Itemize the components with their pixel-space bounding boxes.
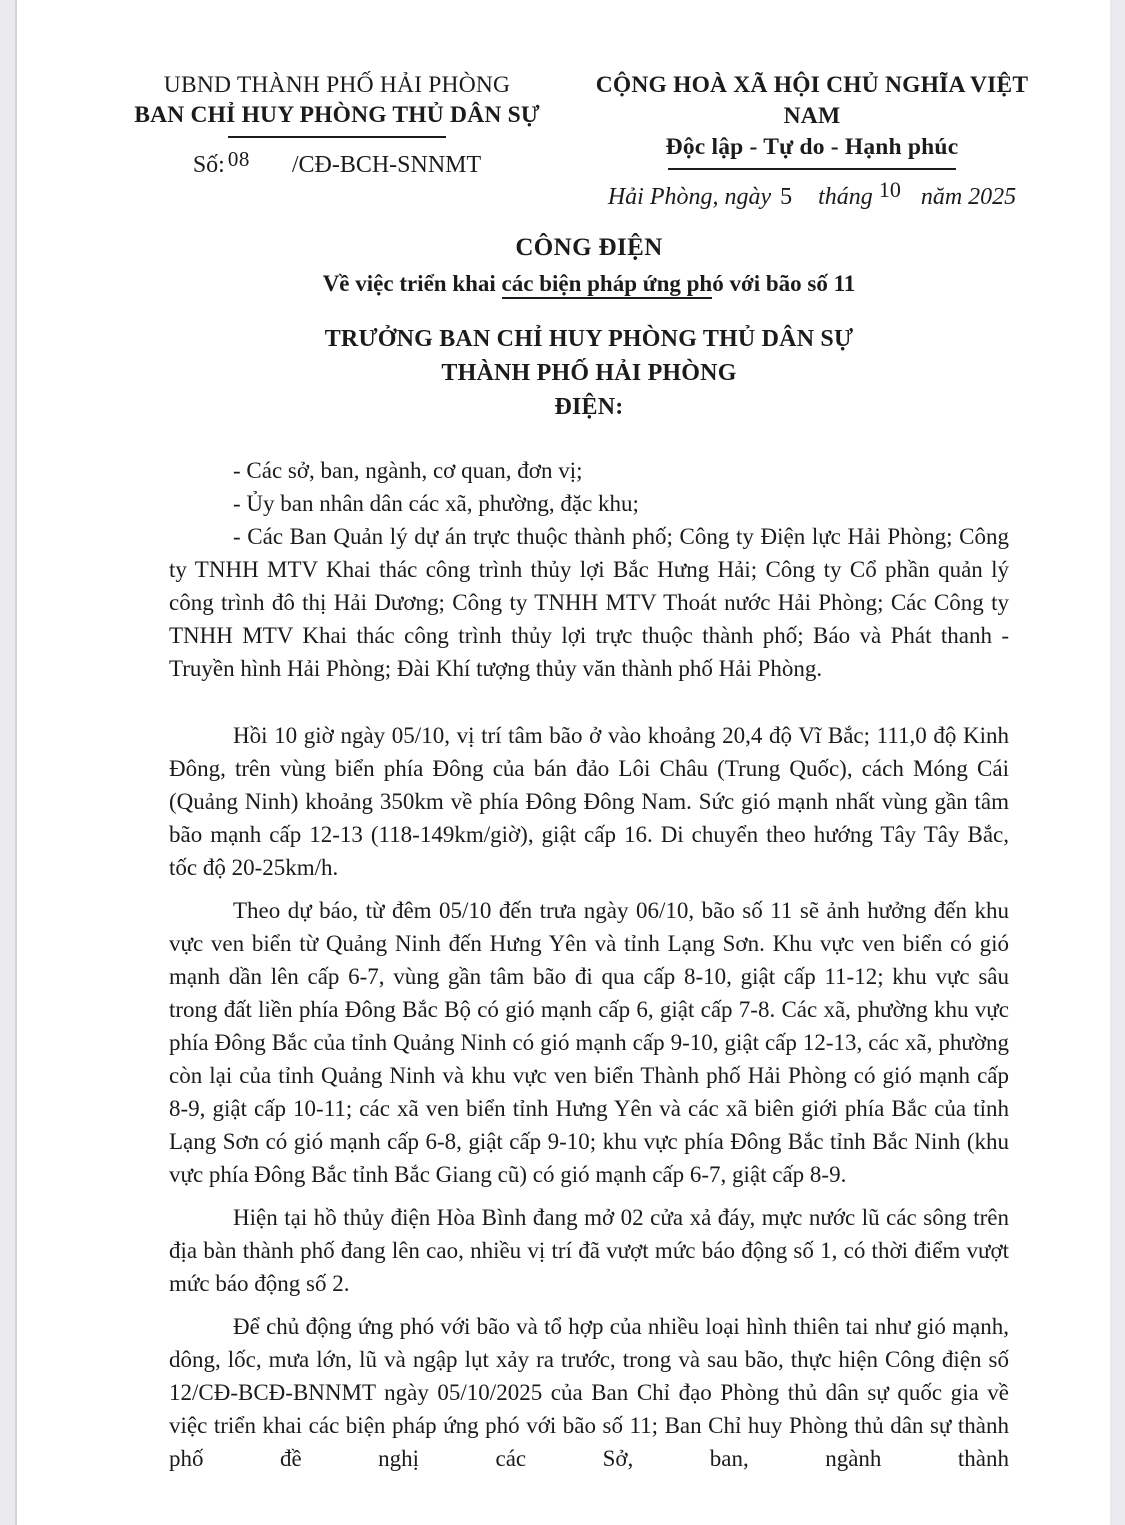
page-sheet <box>15 0 1110 1525</box>
document-header <box>17 0 1110 212</box>
subject-post: ó với bão số 11 <box>712 271 856 296</box>
date-year: năm 2025 <box>920 184 1017 210</box>
recipient-item: - Các sở, ban, ngành, cơ quan, đơn vị; <box>233 458 583 483</box>
national-title: CỘNG HOÀ XÃ HỘI CHỦ NGHĨA VIỆT NAM <box>595 72 1029 129</box>
national-header-block <box>577 70 1047 212</box>
body-paragraph: Hiện tại hồ thủy điện Hòa Bình đang mở 02 cửa xả đáy, mực nước lũ các sông trên địa bàn thành phố đang lên cao, nhiều vị trí đã vượt mức báo động số 1, có thời điểm vượt mức báo động số 2. <box>169 1205 1009 1296</box>
national-motto: Độc lập - Tự do - Hạnh phúc <box>665 134 959 160</box>
title-subject <box>169 268 1009 300</box>
date-month-word: tháng <box>818 184 873 210</box>
doc-number-symbol: /CĐ-BCH-SNNMT <box>291 152 482 178</box>
issuer-title-line2: THÀNH PHỐ HẢI PHÒNG <box>441 360 737 386</box>
recipient-item: - Ủy ban nhân dân các xã, phường, đặc khu; <box>233 491 639 516</box>
recipient-item: - Các Ban Quản lý dự án trực thuộc thành phố; Công ty Điện lực Hải Phòng; Công ty TNHH MTV Khai thác công trình thủy lợi Bắc Hưng Hải; Công ty Cổ phần quản lý công trình đô thị Hải Dương; Công ty TNHH MTV Thoát nước Hải Phòng; Các Công ty TNHH MTV Khai thác công trình thủy lợi trực thuộc thành phố; Báo và Phát thanh - Truyền hình Hải Phòng; Đài Khí tượng thủy văn thành phố Hải Phòng. <box>169 524 1009 681</box>
issuing-agency-block <box>87 70 587 212</box>
body-paragraph: Để chủ động ứng phó với bão và tổ hợp của nhiều loại hình thiên tai như gió mạnh, dông, lốc, mưa lớn, lũ và ngập lụt xảy ra trước, trong và sau bão, thực hiện Công điện số 12/CĐ-BCĐ-BNNMT ngày 05/10/2025 của Ban Chỉ đạo Phòng thủ dân sự quốc gia về việc triển khai các biện pháp ứng phó với bão số 11; Ban Chỉ huy Phòng thủ dân sự thành phố đề nghị các Sở, ban, ngành thành <box>169 1314 1009 1471</box>
document-title: CÔNG ĐIỆN <box>515 234 663 261</box>
telegram-action-word: ĐIỆN: <box>554 394 624 420</box>
doc-number-value: 08 <box>227 147 250 171</box>
date-month: 10 <box>878 177 901 202</box>
body-paragraph: Theo dự báo, từ đêm 05/10 đến trưa ngày 06/10, bão số 11 sẽ ảnh hưởng đến khu vực ven biển từ Quảng Ninh đến Hưng Yên và tỉnh Lạng Sơn. Khu vực ven biển có gió mạnh dần lên cấp 6-7, vùng gần tâm bão đi qua cấp 8-10, giật cấp 11-12; khu vực sâu trong đất liền phía Đông Bắc Bộ có gió mạnh cấp 6, giật cấp 7-8. Các xã, phường khu vực phía Đông Bắc của tỉnh Quảng Ninh có gió mạnh cấp 9-10, giật cấp 12-13, các xã, phường còn lại của tỉnh Quảng Ninh và khu vực ven biển Thành phố Hải Phòng có gió mạnh cấp 8-9, giật cấp 10-11; các xã ven biển tỉnh Hưng Yên và các xã biên giới phía Bắc của tỉnh Lạng Sơn có gió mạnh cấp 6-8, giật cấp 9-10; khu vực phía Đông Bắc tỉnh Bắc Ninh (khu vực phía Đông Bắc tỉnh Bắc Giang cũ) có gió mạnh cấp 6-7, giật cấp 8-9. <box>169 898 1009 1187</box>
motto-underline <box>668 168 956 170</box>
doc-number-label: Số: <box>192 152 225 178</box>
issuer-block <box>169 322 1009 424</box>
place-date-line <box>577 177 1047 212</box>
subject-underlined: các biện pháp ứng ph <box>502 271 713 299</box>
date-place: Hải Phòng, ngày <box>607 184 772 210</box>
body-paragraph: Hồi 10 giờ ngày 05/10, vị trí tâm bão ở vào khoảng 20,4 độ Vĩ Bắc; 111,0 độ Kinh Đông, trên vùng biển phía Đông của bán đảo Lôi Châu (Trung Quốc), cách Móng Cái (Quảng Ninh) khoảng 350km về phía Đông Đông Nam. Sức gió mạnh nhất vùng gần tâm bão mạnh cấp 12-13 (118-149km/giờ), giật cấp 16. Di chuyển theo hướng Tây Tây Bắc, tốc độ 20-25km/h. <box>169 723 1009 880</box>
document-body <box>169 454 1009 1475</box>
title-block <box>169 232 1009 424</box>
subject-pre: Về việc triển khai <box>322 271 502 296</box>
issuer-title-line1: TRƯỞNG BAN CHỈ HUY PHÒNG THỦ DÂN SỰ <box>324 326 854 352</box>
document-number <box>87 147 587 180</box>
agency-parent-name: UBND THÀNH PHỐ HẢI PHÒNG <box>163 72 511 98</box>
agency-name: BAN CHỈ HUY PHÒNG THỦ DÂN SỰ <box>134 102 540 128</box>
date-day: 5 <box>780 184 793 210</box>
agency-underline <box>228 136 446 138</box>
